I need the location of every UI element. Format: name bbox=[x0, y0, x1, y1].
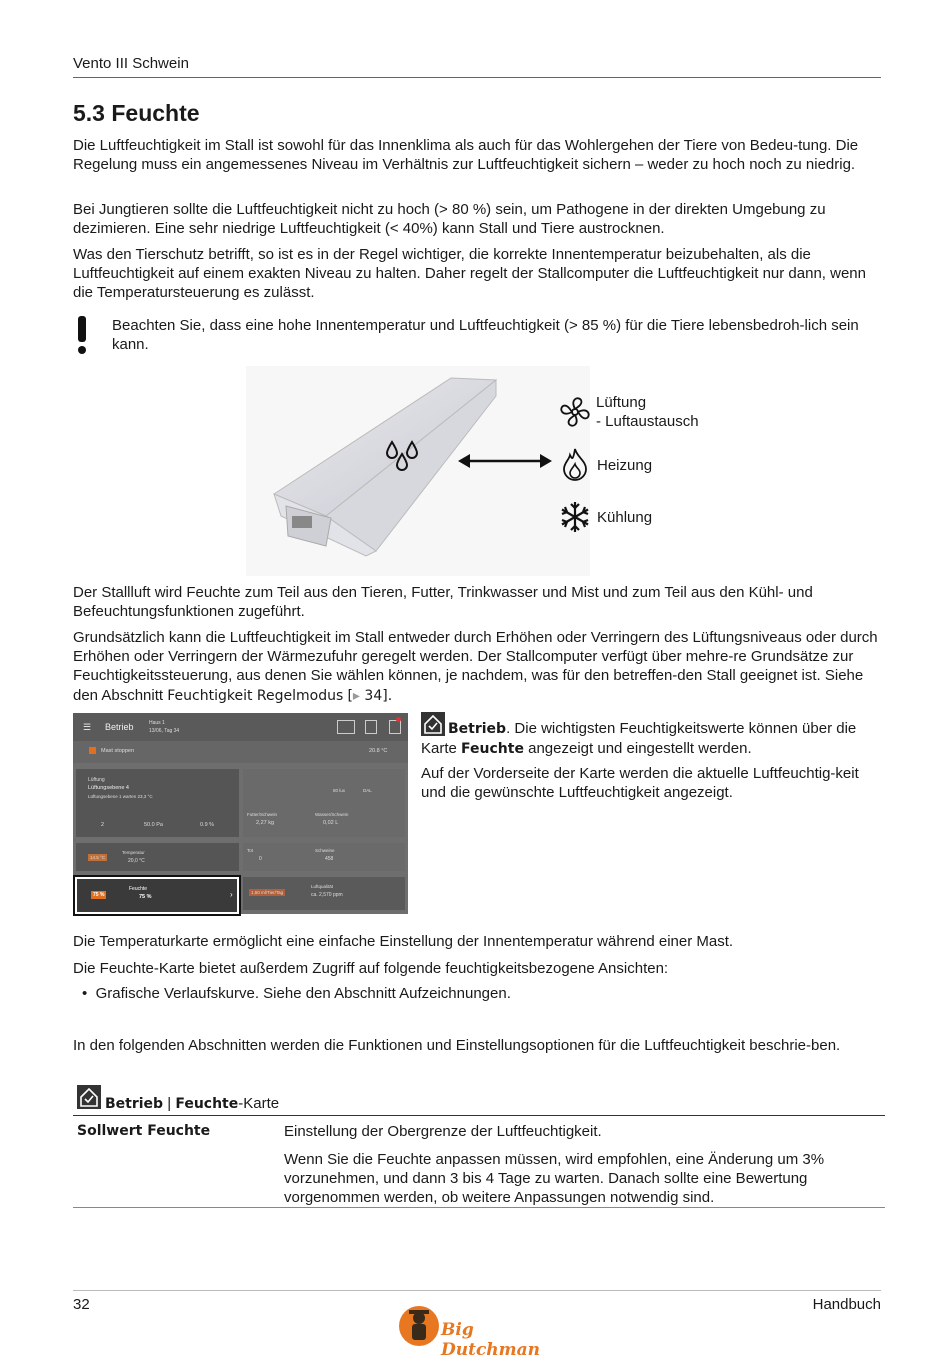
home-tab-icon[interactable] bbox=[337, 720, 355, 734]
page-number: 32 bbox=[73, 1296, 90, 1313]
bullet-item bbox=[82, 985, 511, 1002]
section-title: 5.3 Feuchte bbox=[73, 100, 200, 126]
air-label: Luftqualität bbox=[311, 884, 334, 889]
side-paragraph-2: Auf der Vorderseite der Karte werden die aktuelle Luftfeuchtig-keit und die gewünschte Luftfeuchtigkeit angezeigt. bbox=[421, 765, 859, 802]
header-rule bbox=[73, 77, 881, 78]
table-header bbox=[105, 1095, 279, 1112]
water-drops-icon bbox=[384, 440, 420, 476]
humidity-title: Feuchte bbox=[129, 886, 148, 892]
footer-rule bbox=[73, 1290, 881, 1291]
humidity-value: 75 % bbox=[139, 894, 152, 900]
water-label: Wasser/Schwein bbox=[315, 812, 349, 817]
table-row-key: Sollwert Feuchte bbox=[77, 1123, 211, 1139]
fan-icon bbox=[558, 395, 592, 429]
humidity-card[interactable] bbox=[77, 879, 237, 912]
vent-sub: Lüftungsebene 1 warten 23,3 °C bbox=[88, 794, 153, 799]
crossref-arrow-icon: ▸ bbox=[352, 687, 360, 704]
footer-label: Handbuch bbox=[812, 1296, 881, 1313]
barn-illustration bbox=[246, 366, 590, 576]
dead-value: 0 bbox=[259, 856, 262, 862]
humidity-card-highlight[interactable] bbox=[73, 875, 241, 916]
paragraph-humidity-views: Die Feuchte-Karte bietet außerdem Zugriff auf folgende feuchtigkeitsbezogene Ansichten: bbox=[73, 960, 669, 977]
table-bottom-rule bbox=[73, 1207, 885, 1208]
outside-temp: 20.8 °C bbox=[369, 748, 388, 754]
dead-label: Tot bbox=[247, 848, 254, 853]
temperature-card[interactable] bbox=[76, 843, 239, 871]
warning-text: Beachten Sie, dass eine hohe Innentemperatur und Luftfeuchtigkeit (> 85 %) für die Tiere lebensbedroh-lich sein kann. bbox=[112, 317, 859, 354]
table-row-value-2: Wenn Sie die Feuchte anpassen müssen, wird empfohlen, eine Änderung um 3% vorzunehmen, und dann 3 bis 4 Tage zu warten. Danach sollte eine Bewertung vorgenommen werden, ob weitere Anpassungen notwendig sind. bbox=[284, 1151, 825, 1206]
pigs-label: Schweine bbox=[315, 848, 335, 853]
dal-value: DAL bbox=[363, 788, 372, 793]
vent-level: Lüftungsebene 4 bbox=[88, 785, 129, 791]
ventilation-card[interactable] bbox=[76, 769, 239, 837]
temp-value: 20,0 °C bbox=[128, 858, 145, 864]
operation-screen-screenshot bbox=[73, 713, 408, 914]
stop-button[interactable]: Mast stoppen bbox=[101, 748, 135, 754]
paragraph-moisture-sources: Der Stallluft wird Feuchte zum Teil aus den Tieren, Futter, Trinkwasser und Mist und zum Teil aus den Kühl- und Befeuchtungsfunktionen zugeführt. bbox=[73, 584, 813, 621]
alarm-tab-icon[interactable] bbox=[389, 720, 401, 734]
dead-pigs-card[interactable] bbox=[243, 843, 405, 871]
screen-statusbar bbox=[73, 741, 408, 763]
paragraph-temperature-card: Die Temperaturkarte ermöglicht eine einfache Einstellung der Innentemperatur während einer Mast. bbox=[73, 933, 734, 950]
table-header-karte: -Karte bbox=[238, 1095, 280, 1112]
feed-value: 2,27 kg bbox=[256, 820, 275, 826]
table-header-feuchte: Feuchte bbox=[175, 1096, 239, 1112]
screen-topbar bbox=[73, 713, 408, 741]
big-dutchman-logo bbox=[397, 1300, 557, 1360]
vent-title: Lüftung bbox=[88, 777, 105, 783]
air-badge: 1,50 ml/Tier/Tag bbox=[251, 890, 284, 895]
side-text-b: angezeigt und eingestellt werden. bbox=[528, 740, 752, 758]
crossref-link[interactable]: Feuchtigkeit Regelmodus bbox=[167, 687, 344, 704]
table-row-value-1: Einstellung der Obergrenze der Luftfeuchtigkeit. bbox=[284, 1123, 602, 1140]
paragraph-control-principles bbox=[73, 628, 881, 706]
logo-text: Big Dutchman bbox=[441, 1320, 541, 1360]
vent-value-3: 0.9 % bbox=[200, 822, 215, 828]
feed-water-card[interactable] bbox=[243, 769, 405, 837]
crossref-page-number: 34 bbox=[364, 687, 383, 704]
air-value: ca. 2,570 ppm bbox=[311, 892, 343, 898]
air-quality-card[interactable] bbox=[243, 877, 405, 910]
temp-set-badge: 14.5 °C bbox=[90, 855, 106, 860]
date-label: 13/06, Tag 34 bbox=[149, 728, 180, 734]
water-value: 0,02 L bbox=[323, 820, 339, 826]
exclamation-icon bbox=[77, 316, 87, 354]
docs-tab-icon[interactable] bbox=[365, 720, 377, 734]
vent-value-2: 50.0 Pa bbox=[144, 822, 163, 828]
screen-title: Betrieb bbox=[105, 722, 134, 732]
side-text-a: . Die wichtigsten Feuchtigkeitswerte können über die Karte bbox=[421, 720, 857, 758]
pigs-value: 458 bbox=[325, 856, 334, 862]
bullet-dot: • bbox=[82, 985, 88, 1002]
crossref-page: [▸ 34]. bbox=[347, 687, 393, 704]
control-principles-text: Grundsätzlich kann die Luftfeuchtigkeit im Stall entweder durch Erhöhen oder Verringern des Lüftungsniveaus oder durch Erhöhen oder Verringern der Wärmezufuhr geregelt werden. Der Stallcomputer verfügt über mehre-re Grundsätze zur Feuchtigkeitssteuerung, aus denen Sie wählen können, je nachdem, was für den betreffen-den Stall geeignet ist. Siehe den Abschnitt bbox=[73, 629, 878, 704]
legend-cooling: Kühlung bbox=[597, 509, 653, 526]
chevron-right-icon: › bbox=[230, 890, 233, 899]
humidity-set-badge: 75 % bbox=[93, 892, 105, 898]
flame-icon bbox=[561, 447, 589, 481]
house-label: Haus 1 bbox=[149, 720, 165, 726]
temp-title: Temperatur bbox=[122, 850, 145, 855]
side-betrieb: Betrieb bbox=[448, 721, 507, 737]
legend-ventilation: Lüftung bbox=[596, 394, 647, 411]
alarm-badge bbox=[396, 717, 401, 722]
vent-value-1: 2 bbox=[101, 822, 105, 828]
legend-ventilation-sub: - Luftaustausch bbox=[596, 413, 699, 430]
table-header-betrieb: Betrieb bbox=[105, 1096, 164, 1112]
table-header-sep: | bbox=[167, 1095, 172, 1112]
table-top-rule bbox=[73, 1115, 885, 1116]
paragraph-animal-welfare: Was den Tierschutz betrifft, so ist es in der Regel wichtiger, die korrekte Innentemperatur beizubehalten, als die Luftfeuchtigkeit auf einem exakten Niveau zu halten. Daher regelt der Stallcomputer die Luftfeuchtigkeit nur dann, wenn die Temperatursteuerung es zulässt. bbox=[73, 246, 866, 302]
stop-icon bbox=[89, 747, 96, 754]
barn-fan-box bbox=[292, 516, 312, 528]
paragraph-intro: Die Luftfeuchtigkeit im Stall ist sowohl für das Innenklima als auch für das Wohlergehen der Tiere von Bedeu-tung. Die Regelung muss ein angemessenes Niveau im Verhältnis zur Luftfeuchtigkeit sichern – weder zu hoch noch zu niedrig. bbox=[73, 137, 859, 174]
lux-value: 80 lux bbox=[333, 788, 346, 793]
running-header: Vento III Schwein bbox=[73, 55, 189, 72]
side-feuchte: Feuchte bbox=[461, 741, 524, 758]
menu-icon[interactable]: ☰ bbox=[83, 722, 92, 732]
side-paragraph-1 bbox=[421, 719, 881, 759]
paragraph-young-animals: Bei Jungtieren sollte die Luftfeuchtigkeit nicht zu hoch (> 80 %) sein, um Pathogene in der direkten Umgebung zu dezimieren. Eine sehr niedrige Luftfeuchtigkeit (< 40%) kann Stall und Tiere austrocknen. bbox=[73, 201, 826, 238]
double-arrow-icon bbox=[458, 454, 552, 468]
feed-label: Futter/Schwein bbox=[247, 812, 278, 817]
paragraph-following-sections: In den folgenden Abschnitten werden die Funktionen und Einstellungsoptionen für die Luftfeuchtigkeit beschrie-ben. bbox=[73, 1037, 841, 1054]
legend-heating: Heizung bbox=[597, 457, 653, 474]
table-house-icon bbox=[77, 1085, 101, 1109]
snowflake-icon bbox=[558, 500, 592, 534]
bullet-text: Grafische Verlaufskurve. Siehe den Abschnitt Aufzeichnungen. bbox=[95, 985, 511, 1002]
